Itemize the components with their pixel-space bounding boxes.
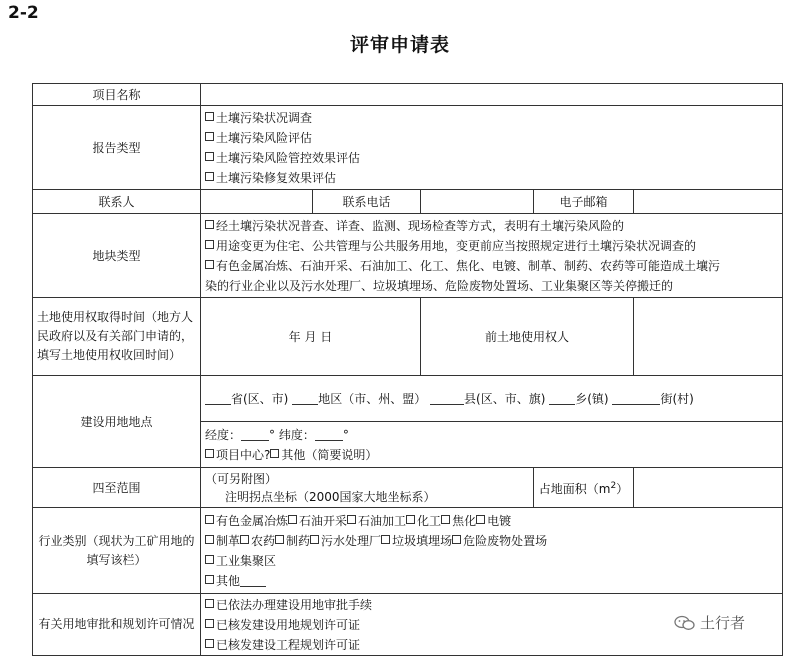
row-boundary [33, 468, 783, 508]
form-title: 评审申请表 [349, 34, 450, 56]
checkbox-icon[interactable] [205, 112, 214, 121]
area-value[interactable] [634, 468, 783, 508]
checkbox-icon[interactable] [381, 535, 390, 544]
land-use-date[interactable]: 年 月 日 [201, 298, 421, 376]
contact-person-label: 联系人 [33, 190, 201, 214]
plot-type-options [201, 214, 783, 298]
industry-line-2: 制革 农药 制药 污水处理厂 垃圾填埋场 危险废物处置场 [205, 531, 778, 551]
street-blank[interactable] [612, 391, 660, 405]
checkbox-icon[interactable] [288, 515, 297, 524]
longitude-blank[interactable] [241, 427, 269, 441]
plot-option[interactable]: 用途变更为住宅、公共管理与公共服务用地，变更前应当按照规定进行土壤污染状况调查的 [205, 236, 778, 256]
approval-option[interactable]: 已核发建设工程规划许可证 [205, 635, 778, 655]
industry-line-1: 有色金属冶炼 石油开采 石油加工 化工 焦化 电镀 [205, 511, 778, 531]
contact-person-value[interactable] [201, 190, 313, 214]
checkbox-icon[interactable] [406, 515, 415, 524]
checkbox-icon[interactable] [452, 535, 461, 544]
report-type-options [201, 106, 783, 190]
row-construction-address [33, 376, 783, 422]
industry-line-4[interactable]: 其他 [205, 571, 778, 591]
approval-option[interactable]: 已核发建设用地规划许可证 [205, 615, 778, 635]
project-name-label: 项目名称 [33, 84, 201, 106]
checkbox-icon[interactable] [205, 172, 214, 181]
email-label: 电子邮箱 [534, 190, 634, 214]
page-number: 2-2 [8, 3, 39, 23]
longitude-label: 经度： [205, 427, 242, 442]
boundary-label: 四至范围 [33, 468, 201, 508]
watermark: 土行者 [674, 612, 745, 633]
plot-option-continuation: 染的行业企业以及污水处理厂、垃圾填埋场、危险废物处置场、工业集聚区等关停搬迁的 [205, 278, 674, 293]
checkbox-icon[interactable] [205, 515, 214, 524]
report-option[interactable]: 土壤污染状况调查 [205, 108, 778, 128]
checkbox-icon[interactable] [310, 535, 319, 544]
construction-address: 省(区、市) 地区（市、州、盟） 县(区、市、旗) 乡(镇) 街(村) [201, 376, 783, 422]
checkbox-icon[interactable] [205, 449, 214, 458]
report-option[interactable]: 土壤污染风险评估 [205, 128, 778, 148]
other-blank[interactable] [240, 573, 266, 587]
plot-type-label: 地块类型 [33, 214, 201, 298]
checkbox-icon[interactable] [205, 639, 214, 648]
center-option[interactable]: 项目中心? 其他（简要说明） [205, 445, 778, 465]
checkbox-icon[interactable] [205, 152, 214, 161]
wechat-icon [674, 615, 696, 631]
latitude-label: 纬度： [278, 427, 315, 442]
industry-options [201, 508, 783, 594]
approval-label: 有关用地审批和规划许可情况 [33, 594, 201, 656]
application-form-table [32, 83, 783, 656]
province-blank[interactable] [205, 391, 231, 405]
row-industry [33, 508, 783, 594]
checkbox-icon[interactable] [205, 599, 214, 608]
approval-option[interactable]: 已依法办理建设用地审批手续 [205, 595, 778, 615]
former-user-label: 前土地使用权人 [421, 298, 634, 376]
report-type-label: 报告类型 [33, 106, 201, 190]
phone-value[interactable] [421, 190, 534, 214]
row-plot-type [33, 214, 783, 298]
checkbox-icon[interactable] [205, 619, 214, 628]
county-blank[interactable] [430, 391, 464, 405]
industry-label: 行业类别（现状为工矿用地的填写该栏） [33, 508, 201, 594]
construction-site-label: 建设用地地点 [33, 376, 201, 468]
checkbox-icon[interactable] [205, 132, 214, 141]
checkbox-icon[interactable] [347, 515, 356, 524]
plot-option[interactable]: 经土壤污染状况普查、详查、监测、现场检查等方式，表明有土壤污染风险的 [205, 216, 778, 236]
boundary-note-2: 注明拐点坐标（2000国家大地坐标系） [225, 489, 436, 504]
row-approval [33, 594, 783, 656]
row-project-name [33, 84, 783, 106]
row-contact [33, 190, 783, 214]
checkbox-icon[interactable] [275, 535, 284, 544]
report-option[interactable]: 土壤污染修复效果评估 [205, 168, 778, 188]
checkbox-icon[interactable] [205, 240, 214, 249]
region-blank[interactable] [292, 391, 318, 405]
checkbox-icon[interactable] [205, 575, 214, 584]
industry-line-3[interactable]: 工业集聚区 [205, 551, 778, 571]
report-option[interactable]: 土壤污染风险管控效果评估 [205, 148, 778, 168]
township-blank[interactable] [549, 391, 575, 405]
checkbox-icon[interactable] [205, 260, 214, 269]
boundary-value[interactable] [201, 468, 534, 508]
checkbox-icon[interactable] [240, 535, 249, 544]
construction-coords: 经度： ° 纬度： ° 项目中心? 其他（简要说明） [201, 422, 783, 468]
checkbox-icon[interactable] [441, 515, 450, 524]
phone-label: 联系电话 [313, 190, 421, 214]
area-label: 占地面积$(m^2)$ [534, 468, 634, 508]
checkbox-icon[interactable] [476, 515, 485, 524]
checkbox-icon[interactable] [205, 220, 214, 229]
land-use-time-label: 土地使用权取得时间（地方人民政府以及有关部门申请的，填写土地使用权收回时间） [33, 298, 201, 376]
boundary-note-1: （可另附图） [205, 471, 278, 486]
project-name-value[interactable] [201, 84, 783, 106]
latitude-blank[interactable] [315, 427, 343, 441]
checkbox-icon[interactable] [270, 449, 279, 458]
email-value[interactable] [634, 190, 783, 214]
checkbox-icon[interactable] [205, 535, 214, 544]
plot-option[interactable]: 有色金属冶炼、石油开采、石油加工、化工、焦化、电镀、制革、制药、农药等可能造成土壤污 [205, 256, 778, 276]
row-report-type [33, 106, 783, 190]
row-land-use-time [33, 298, 783, 376]
former-user-value[interactable] [634, 298, 783, 376]
checkbox-icon[interactable] [205, 555, 214, 564]
